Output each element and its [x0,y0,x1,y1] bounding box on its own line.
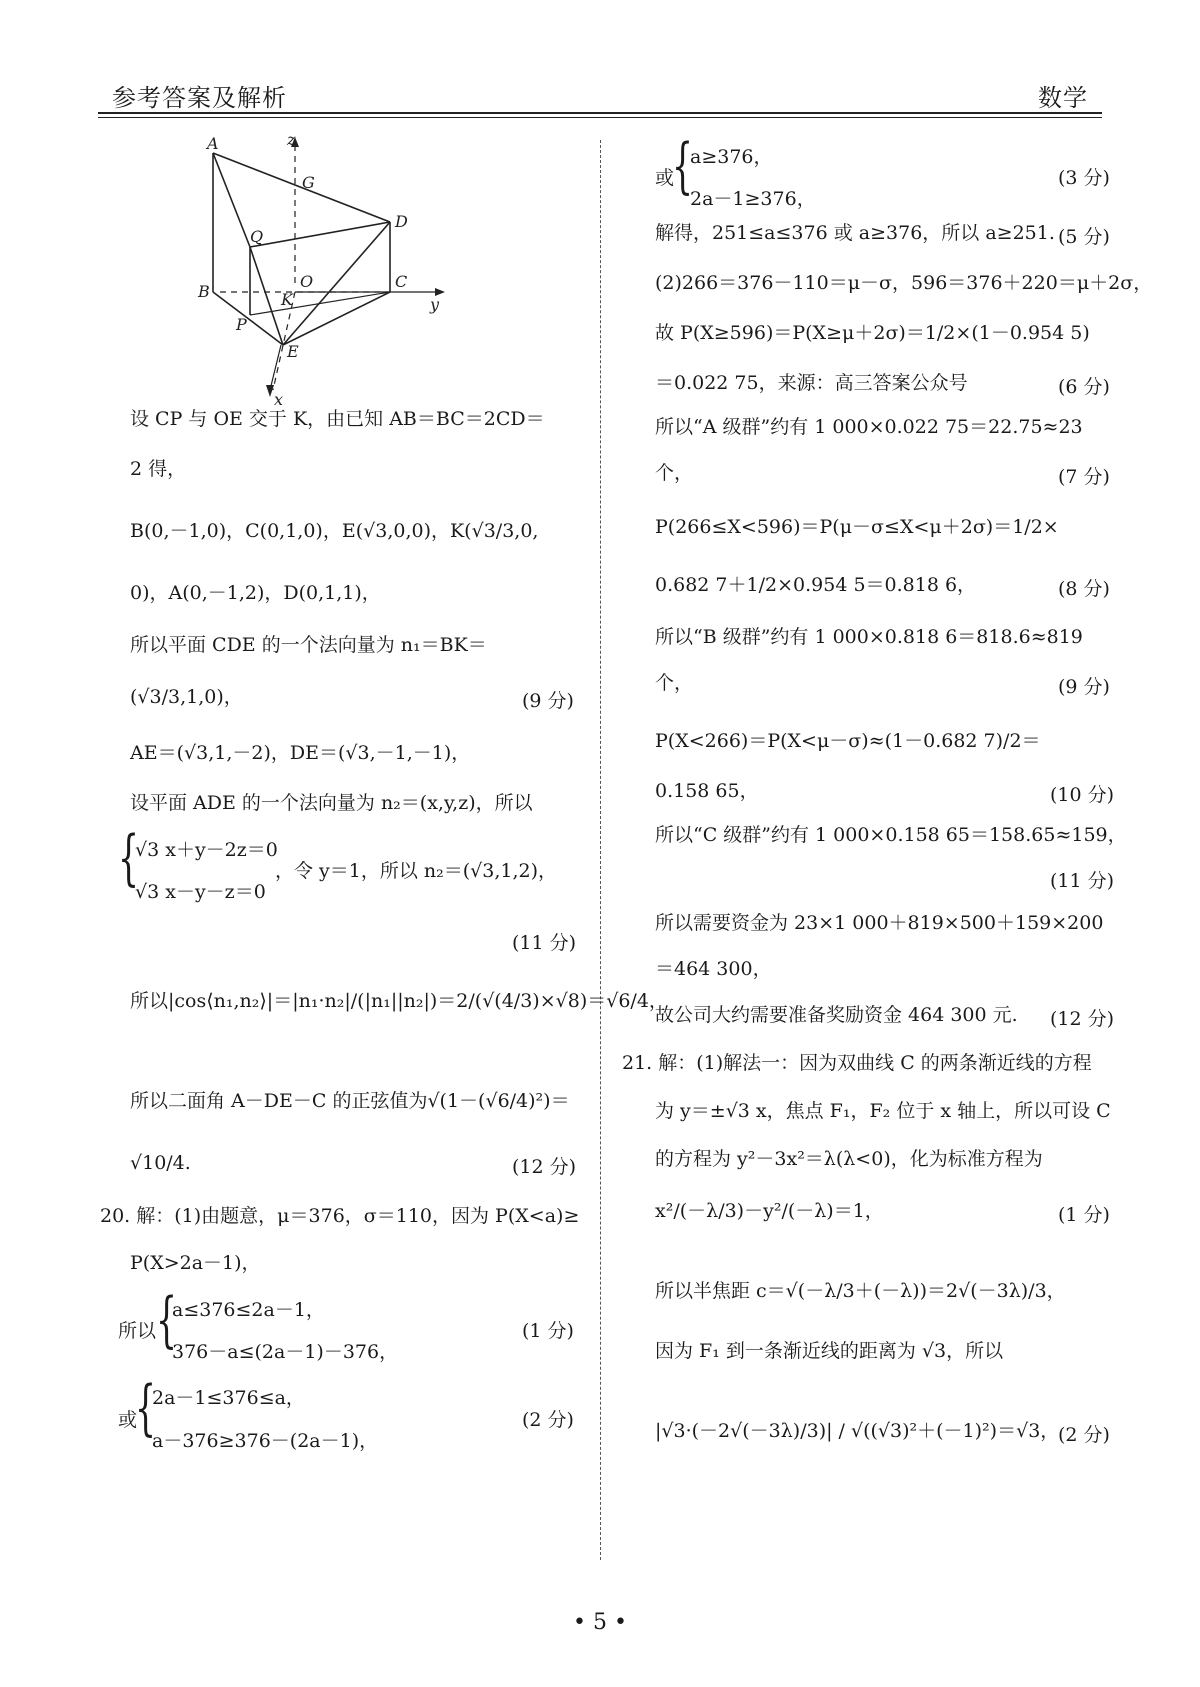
q20-so: 所以 [118,1320,157,1342]
q21-line-1: 21. 解：(1)解法一：因为双曲线 C 的两条渐近线的方程 [622,1052,1092,1074]
page-number: • 5 • [573,1610,627,1635]
q20-sys2-eq1: 2a－1≤376≤a， [152,1387,305,1409]
right-line-8: P(266≤X<596)＝P(μ－σ≤X<μ＋2σ)＝1/2× [655,516,1059,538]
q20-line-1: 20. 解：(1)由题意，μ＝376，σ＝110，因为 P(X<a)≥ [100,1205,580,1227]
system-eq-1: √3 x＋y－2z＝0 [135,839,278,861]
brace: { [118,823,140,893]
q21-line-5: 所以半焦距 c＝√(－λ/3＋(－λ))＝2√(－3λ)/3， [655,1280,1066,1302]
right-line-11: 个， [655,672,694,694]
score-5: (5 分) [1058,226,1110,248]
q21-line-2: 为 y＝±√3 x，焦点 F₁，F₂ 位于 x 轴上，所以可设 C [655,1100,1111,1122]
header-rule [98,112,1102,114]
right-line-14: 所以“C 级群”约有 1 000×0.158 65＝158.65≈159， [655,824,1127,846]
q20-sys1-eq1: a≤376≤2a－1， [172,1299,325,1321]
system-eq-2: √3 x－y－z＝0 [135,881,266,903]
left-line-3: B(0,－1,0)，C(0,1,0)，E(√3,0,0)，K(√3/3,0, [130,520,539,542]
score-12: (12 分) [512,1156,577,1178]
label-O: O [300,272,314,291]
left-line-11: 所以二面角 A－DE－C 的正弦值为√(1－(√6/4)²)＝ [130,1090,570,1112]
right-or: 或 [655,167,675,189]
right-line-15: 所以需要资金为 23×1 000＋819×500＋159×200 [655,912,1104,934]
score-7: (7 分) [1058,466,1110,488]
score-9r: (9 分) [1058,676,1110,698]
right-line-6: 所以“A 级群”约有 1 000×0.022 75＝22.75≈23 [655,416,1083,438]
right-line-5: ＝0.022 75，来源：高三答案公众号 [655,372,968,394]
label-D: D [395,212,408,231]
score-11: (11 分) [512,932,577,954]
system-conclusion: ，令 y＝1，所以 n₂＝(√3,1,2)， [275,860,558,882]
brace: { [156,1285,178,1355]
left-line-10: 所以|cos⟨n₁,n₂⟩|＝|n₁·n₂|/(|n₁||n₂|)＝2/(√(4/3)×√8)＝√6/4， [130,990,668,1012]
label-P: P [236,315,247,334]
label-E: E [287,342,299,361]
q21-line-7: |√3·(－2√(－3λ)/3)| / √((√3)²＋(－1)²)＝√3， [655,1420,1060,1442]
score-11r: (11 分) [1050,870,1115,892]
q20-or: 或 [118,1409,138,1431]
left-line-5: 所以平面 CDE 的一个法向量为 n₁＝BK＝ [130,634,487,656]
right-line-12: P(X<266)＝P(X<μ－σ)≈(1－0.682 7)/2＝ [655,730,1041,752]
right-line-2: 解得，251≤a≤376 或 a≥376，所以 a≥251. [655,222,1055,244]
left-line-4: 0)，A(0,－1,2)，D(0,1,1)， [130,582,381,604]
right-line-17: 故公司大约需要准备奖励资金 464 300 元. [655,1004,1018,1026]
right-line-4: 故 P(X≥596)＝P(X≥μ＋2σ)＝1/2×(1－0.954 5) [655,322,1090,344]
left-line-12: √10/4. [130,1152,191,1174]
q21-line-4: x²/(－λ/3)－y²/(－λ)＝1， [655,1200,884,1222]
label-G: G [302,173,315,192]
right-line-10: 所以“B 级群”约有 1 000×0.818 6＝818.6≈819 [655,626,1083,648]
header-subject: 数学 [1038,84,1088,112]
score-8: (8 分) [1058,578,1110,600]
score-1: (1 分) [522,1320,574,1342]
label-K: K [281,290,293,309]
right-line-16: ＝464 300， [655,958,772,980]
label-z: z [287,135,296,149]
left-line-6: (√3/3,1,0)， [130,686,243,708]
label-A: A [207,135,219,153]
score-2r: (2 分) [1058,1424,1110,1446]
left-line-2: 2 得， [130,458,187,480]
q20-sys1-eq2: 376－a≤(2a－1)－376， [172,1341,399,1363]
score-12r: (12 分) [1050,1008,1115,1030]
score-3: (3 分) [1058,167,1110,189]
q20-sys2-eq2: a－376≥376－(2a－1)， [152,1430,379,1452]
right-line-13: 0.158 65， [655,780,759,802]
right-sys-eq1: a≥376， [690,146,773,168]
label-B: B [198,282,210,301]
score-9: (9 分) [522,690,574,712]
label-y: y [430,295,440,314]
right-sys-eq2: 2a－1≥376， [690,188,816,210]
score-10: (10 分) [1050,784,1115,806]
left-line-1: 设 CP 与 OE 交于 K，由已知 AB＝BC＝2CD＝ [130,408,545,430]
column-separator [600,140,601,1560]
q20-line-2: P(X>2a－1)， [130,1252,261,1274]
header-title: 参考答案及解析 [112,84,287,112]
left-line-8: 设平面 ADE 的一个法向量为 n₂＝(x,y,z)，所以 [130,792,533,814]
score-6: (6 分) [1058,376,1110,398]
label-x: x [274,390,284,409]
geometry-figure [195,135,485,410]
score-2: (2 分) [522,1409,574,1431]
q21-line-6: 因为 F₁ 到一条渐近线的距离为 √3，所以 [655,1340,1004,1362]
brace: { [672,131,694,201]
header-rule-thin [98,117,1102,118]
left-line-7: AE＝(√3,1,－2)，DE＝(√3,－1,－1)， [130,742,471,764]
right-line-3: (2)266＝376－110＝μ－σ，596＝376＋220＝μ＋2σ， [655,272,1153,294]
label-Q: Q [250,227,264,246]
right-line-9: 0.682 7＋1/2×0.954 5＝0.818 6， [655,574,977,596]
label-C: C [395,272,408,291]
q21-line-3: 的方程为 y²－3x²＝λ(λ<0)，化为标准方程为 [655,1148,1043,1170]
right-line-7: 个， [655,462,694,484]
score-1r: (1 分) [1058,1204,1110,1226]
brace: { [135,1373,157,1443]
